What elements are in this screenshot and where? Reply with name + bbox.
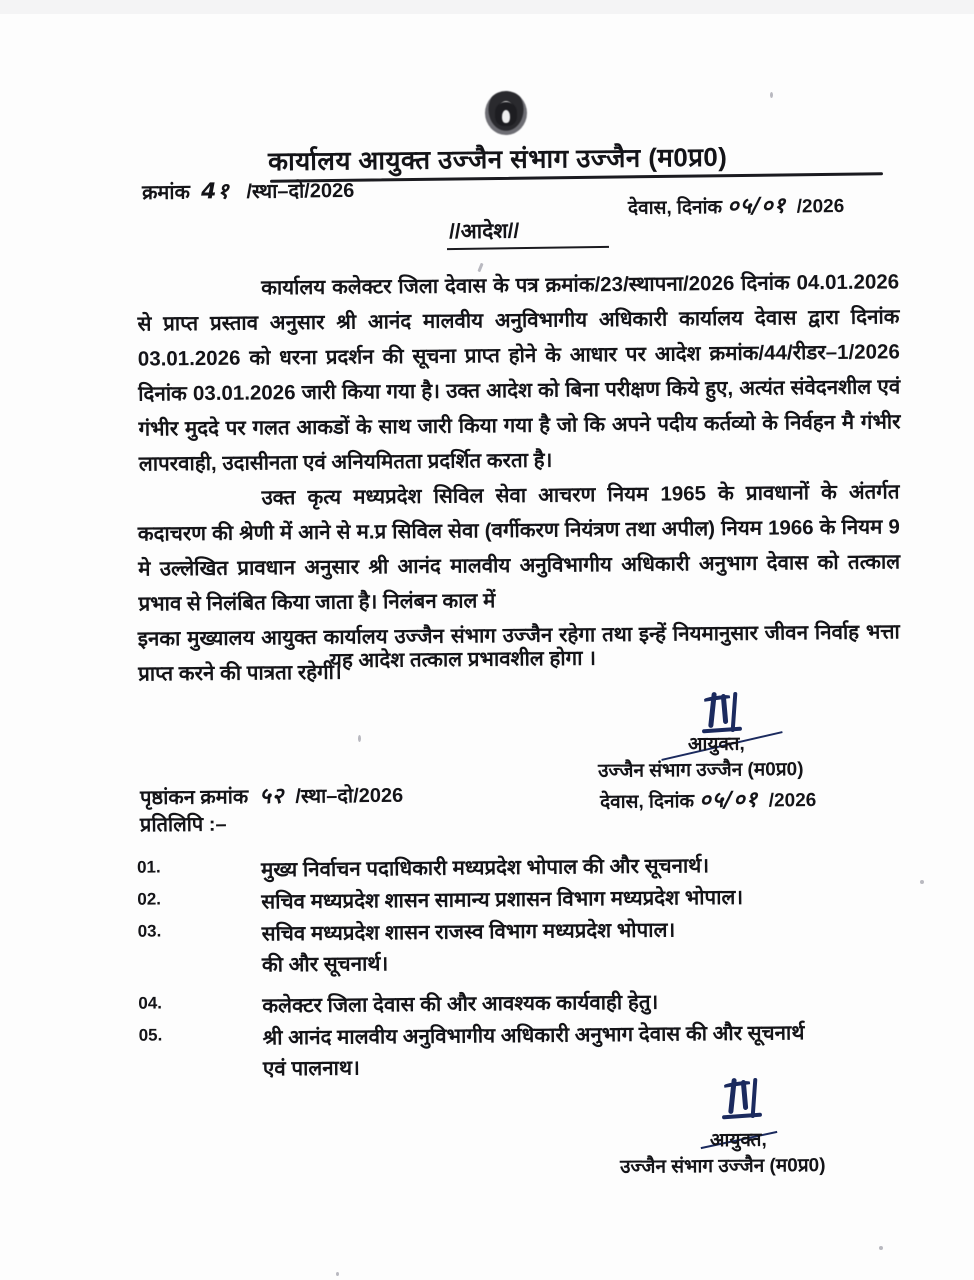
- signature-designation-bottom: आयुक्त,: [709, 1129, 767, 1152]
- list-item-continuation: की और सूचनार्थ।: [261, 952, 389, 977]
- issue-month-handwritten: ०१: [761, 193, 787, 219]
- office-title: कार्यालय आयुक्त उज्जैन संभाग उज्जैन (म0प्र0): [267, 141, 728, 177]
- order-heading: //आदेश//: [448, 219, 520, 244]
- reference-number-handwritten: 4१: [200, 179, 230, 205]
- list-item-number: 02.: [137, 889, 162, 909]
- issue-place-date: [628, 195, 844, 219]
- signature-designation-top: आयुक्त,: [687, 733, 745, 756]
- reference-number-row: [142, 180, 355, 204]
- list-item-text: सचिव मध्यप्रदेश शासन राजस्व विभाग मध्यप्रदेश भोपाल।: [261, 918, 676, 946]
- list-item-number: 04.: [138, 993, 163, 1013]
- signature-office-bottom: उज्जैन संभाग उज्जैन (म0प्र0): [619, 1155, 826, 1178]
- endorsement-label: पृष्ठांकन क्रमांक: [139, 786, 249, 810]
- list-item: [138, 912, 909, 981]
- signature-date-separator-top: /: [724, 787, 734, 813]
- signature-stroke: [722, 1113, 762, 1120]
- scan-speck: [336, 1272, 339, 1276]
- scan-speck: [879, 1246, 883, 1250]
- list-item-text: कलेक्टर जिला देवास की और आवश्यक कार्यवाही हेतु।: [262, 990, 659, 1018]
- copy-to-label: प्रतिलिपि :–: [139, 813, 227, 837]
- list-item-continuation: एवं पालनाथ।: [262, 1056, 360, 1081]
- scan-speck: [920, 880, 924, 884]
- emblem-core-highlight: [502, 110, 510, 123]
- closing-line: यह आदेश तत्काल प्रभावशील होगा ।: [329, 646, 597, 673]
- endorsement-suffix: /स्था–दो/2026: [295, 784, 404, 808]
- list-item-text: सचिव मध्यप्रदेश शासन सामान्य प्रशासन विभाग मध्यप्रदेश भोपाल।: [261, 885, 744, 914]
- list-item-number: 05.: [138, 1025, 163, 1045]
- body-paragraph-2-text: उक्त कृत्य मध्यप्रदेश सिविल सेवा आचरण नियम 1965 के प्रावधानों के अंतर्गत कदाचरण की श्रेणी में आने से म.प्र सिविल सेवा (वर्गीकरण नियंत्रण तथा अपील) नियम 1966 के नियम 9 मे उल्लेखित प्रावधान अनुसार श्री आनंद मालवीय अनुविभागीय अधिकारी अनुभाग देवास को तत्काल प्रभाव से निलंबित किया जाता है। निलंबन काल में: [137, 480, 901, 616]
- copy-distribution-list: [137, 848, 909, 1085]
- issue-place-label: देवास, दिनांक: [627, 197, 723, 219]
- body-paragraph-3-text: इनका मुख्यालय आयुक्त कार्यालय उज्जैन संभाग उज्जैन रहेगा तथा इन्हें नियमानुसार जीवन निर्वाह भत्ता प्राप्त करने की पात्रता रहेगी।: [137, 620, 900, 686]
- issue-day-handwritten: ०५: [727, 193, 753, 220]
- body-paragraph-1: [137, 264, 901, 481]
- body-paragraph-1-text: कार्यालय कलेक्टर जिला देवास के पत्र क्रमांक/23/स्थापना/2026 दिनांक 04.01.2026 से प्राप्त प्रस्ताव अनुसार श्री आनंद मालवीय अनुविभागीय अधिकारी कार्यालय देवास द्वारा दिनांक 03.01.2026 को धरना प्रदर्शन की सूचना प्राप्त होने के आधार पर आदेश क्रमांक/44/रीडर–1/2026 दिनांक 03.01.2026 जारी किया गया है। उक्त आदेश को बिना परीक्षण किये हुए, अत्यंत संवेदनशील एवं गंभीर मुददे पर गलत आकडों के साथ जारी किया गया है जो कि अपने पदीय कर्तव्यो के निर्वहन मै गंभीर लापरवाही, उदासीनता एवं अनियमितता प्रदर्शित करता है।: [137, 270, 901, 476]
- signature-year-top: /2026: [768, 790, 817, 812]
- scan-speck: [770, 92, 773, 98]
- signature-place-date-top: [600, 783, 817, 815]
- scan-edge-tint: [0, 0, 974, 14]
- body-paragraph-2: [137, 474, 900, 621]
- list-item-number: 03.: [137, 921, 162, 941]
- list-item-text: श्री आनंद मालवीय अनुविभागीय अधिकारी अनुभाग देवास की और सूचनार्थ: [262, 1021, 805, 1050]
- list-item-number: 01.: [136, 857, 161, 877]
- issue-year: /2026: [796, 196, 845, 218]
- signature-place-top: देवास, दिनांक: [599, 791, 695, 813]
- scan-speck: [358, 735, 361, 742]
- reference-label: क्रमांक: [141, 181, 190, 205]
- signature-mark-bottom-icon: [722, 1078, 784, 1126]
- order-heading-underline: [447, 246, 609, 250]
- issue-date-separator: /: [752, 193, 762, 219]
- reference-suffix: /स्था–दो/2026: [246, 179, 355, 204]
- signature-office-top: उज्जैन संभाग उज्जैन (म0प्र0): [597, 759, 804, 782]
- endorsement-number-handwritten: ५२: [259, 783, 285, 810]
- signature-month-handwritten-top: ०१: [733, 787, 759, 813]
- state-emblem-icon: [481, 88, 531, 140]
- endorsement-number-row: [140, 785, 403, 810]
- signature-day-handwritten-top: ०५: [699, 787, 725, 814]
- list-item: [139, 1016, 910, 1085]
- list-item-text: मुख्य निर्वाचन पदाधिकारी मध्यप्रदेश भोपाल की और सूचनार्थ।: [260, 854, 710, 882]
